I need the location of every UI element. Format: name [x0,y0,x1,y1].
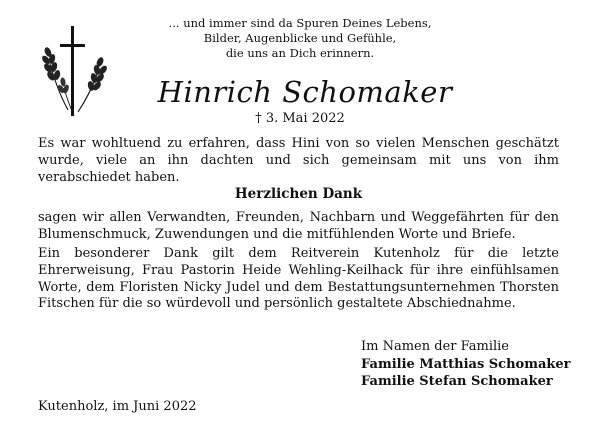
death-date: † 3. Mai 2022 [255,111,345,126]
family-name: Familie Stefan Schomaker [361,374,553,389]
thanks-heading: Herzlichen Dank [234,186,363,202]
memorial-quote [130,16,470,61]
thanks-paragraph: sagen wir allen Verwandten, Freunden, Nachbarn und Weggefährten für den Blumenschmuck, Zuwendungen und die mitfühlenden Worte und Briefe. [38,210,559,242]
quote-line: ... und immer sind da Spuren Deines Lebens, [168,16,432,30]
quote-line: die uns an Dich erinnern. [225,46,375,60]
special-thanks-paragraph: Ein besonderer Dank gilt dem Reitverein Kutenholz für die letzte Ehrerweisung, Frau Pastorin Heide Wehling-Keilhack für ihre einfühlsamen Worte, dem Floristen Nicky Judel und dem Bestattungsunternehmen Thorsten Fitschen für die so würdevoll und persönlich gestaltete Abschiednahme. [38,246,559,312]
quote-line: Bilder, Augenblicke und Gefühle, [203,31,397,45]
family-name: Familie Matthias Schomaker [361,356,571,372]
signature-intro: Im Namen der Familie [361,339,509,354]
cross-with-wheat-icon [38,22,110,122]
intro-paragraph: Es war wohltuend zu erfahren, dass Hini von so vielen Menschen geschätzt wurde, viele an ihn dachten und sich gemeinsam mit uns von ihm verabschiedet haben. [38,136,559,185]
place-date: Kutenholz, im Juni 2022 [38,399,197,414]
signature-block [361,338,571,391]
deceased-name: Hinrich Schomaker [157,75,453,109]
